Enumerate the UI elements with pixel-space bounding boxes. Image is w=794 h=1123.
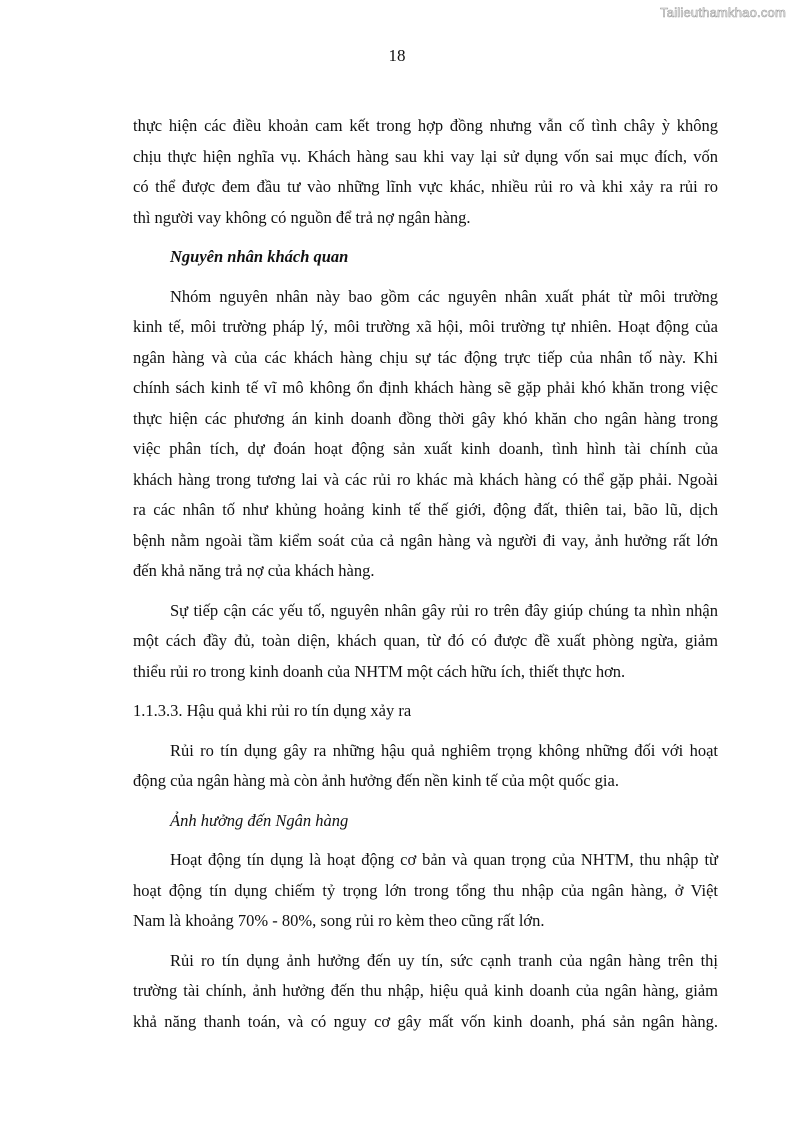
text-line: chính sách kinh tế vĩ mô không ổn định khách hàng sẽ gặp phải khó khăn trong việc: [133, 378, 718, 397]
text-line: thực hiện các phương án kinh doanh đồng thời gây khó khăn cho ngân hàng trong: [133, 408, 718, 428]
paragraph-3: [133, 596, 718, 688]
section-heading: 1.1.3.3. Hậu quả khi rủi ro tín dụng xảy ra: [133, 701, 412, 720]
text-line: Hoạt động tín dụng là hoạt động cơ bản và quan trọng của NHTM, thu nhập từ: [170, 850, 718, 869]
text-line: Rủi ro tín dụng gây ra những hậu quả nghiêm trọng không những đối với hoạt: [170, 740, 718, 760]
text-line: khả năng thanh toán, và có nguy cơ gây mất vốn kinh doanh, phá sản ngân hàng.: [133, 1011, 718, 1031]
text-line: thực hiện các điều khoản cam kết trong hợp đồng nhưng vẫn cố tình chây ỳ không: [133, 116, 718, 135]
paragraph-5: [133, 845, 718, 937]
paragraph-2: [133, 282, 718, 587]
paragraph-6: [133, 946, 718, 1038]
text-line: việc phân tích, dự đoán hoạt động sản xuất kinh doanh, tình hình tài chính của: [133, 439, 718, 458]
heading-bank-impact: Ảnh hưởng đến Ngân hàng: [170, 810, 349, 830]
text-line: ra các nhân tố như khủng hoảng kinh tế thế giới, động đất, thiên tai, bão lũ, dịch: [133, 500, 718, 519]
text-line: trường tài chính, ảnh hưởng đến thu nhập, hiệu quả kinh doanh của ngân hàng, giảm: [133, 981, 718, 1000]
paragraph-4: [133, 736, 718, 797]
text-line: động của ngân hàng mà còn ảnh hưởng đến nền kinh tế của một quốc gia.: [133, 771, 619, 790]
text-line: Rủi ro tín dụng ảnh hưởng đến uy tín, sức cạnh tranh của ngân hàng trên thị: [170, 950, 718, 970]
text-line: khách hàng trong tương lai và các rủi ro khác mà khách hàng có thể gặp phải. Ngoài: [133, 469, 718, 489]
page-number: 18: [388, 46, 406, 65]
paragraph-1: [133, 111, 718, 233]
watermark: Tailieuthamkhao.com: [660, 5, 786, 20]
text-line: Sự tiếp cận các yếu tố, nguyên nhân gây rủi ro trên đây giúp chúng ta nhìn nhận: [170, 600, 718, 620]
text-line: thiểu rủi ro trong kinh doanh của NHTM một cách hữu ích, thiết thực hơn.: [133, 661, 626, 681]
text-line: có thể được đem đầu tư vào những lĩnh vực khác, nhiều rủi ro và khi xảy ra rủi ro: [133, 177, 718, 196]
text-line: Nam là khoảng 70% - 80%, song rủi ro kèm theo cũng rất lớn.: [133, 911, 545, 930]
text-line: chịu thực hiện nghĩa vụ. Khách hàng sau khi vay lại sử dụng vốn sai mục đích, vốn: [133, 146, 718, 166]
text-line: hoạt động tín dụng chiếm tỷ trọng lớn trong tổng thu nhập của ngân hàng, ở Việt: [133, 880, 718, 900]
heading-objective-causes: Nguyên nhân khách quan: [170, 247, 349, 266]
text-line: một cách đầy đủ, toàn diện, khách quan, từ đó có được đề xuất phòng ngừa, giảm: [133, 631, 718, 650]
text-line: bệnh nằm ngoài tầm kiểm soát của cả ngân hàng và người đi vay, ảnh hưởng rất lớn: [133, 530, 718, 550]
text-line: Nhóm nguyên nhân này bao gồm các nguyên nhân xuất phát từ môi trường: [170, 286, 718, 306]
text-line: thì người vay không có nguồn để trả nợ ngân hàng.: [133, 207, 471, 227]
text-line: ngân hàng và của các khách hàng chịu sự tác động trực tiếp của nhân tố này. Khi: [133, 347, 718, 367]
page-body: [133, 111, 718, 1037]
text-line: kinh tế, môi trường pháp lý, môi trường xã hội, môi trường tự nhiên. Hoạt động của: [133, 317, 718, 336]
text-line: đến khả năng trả nợ của khách hàng.: [133, 561, 375, 580]
